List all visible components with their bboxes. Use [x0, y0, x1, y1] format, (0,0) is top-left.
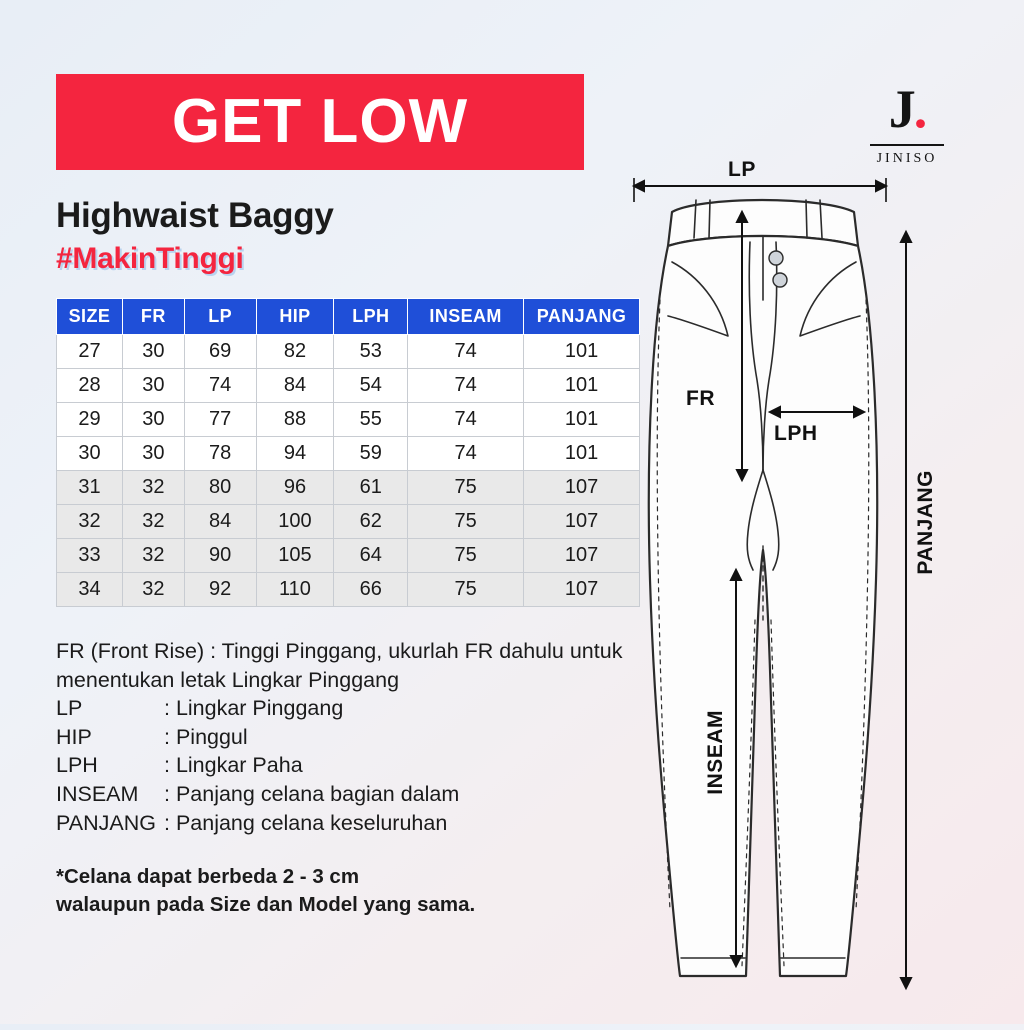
column-header-hip: HIP [256, 299, 334, 335]
cell-inseam: 74 [408, 403, 524, 437]
column-header-fr: FR [122, 299, 184, 335]
cell-fr: 32 [122, 505, 184, 539]
cell-lph: 55 [334, 403, 408, 437]
cell-inseam: 75 [408, 505, 524, 539]
left-column [56, 74, 656, 919]
legend-value-lph: : Lingkar Paha [164, 753, 303, 778]
cell-panjang: 107 [524, 539, 640, 573]
banner-title: GET LOW [171, 87, 469, 156]
column-header-lph: LPH [334, 299, 408, 335]
cell-fr: 30 [122, 437, 184, 471]
legend-key-lph: LPH [56, 753, 98, 778]
legend-item-hip [56, 723, 656, 752]
logo-wordmark: JINISO [876, 151, 938, 166]
logo-divider [870, 144, 944, 146]
cell-lp: 78 [184, 437, 256, 471]
legend-key-lp: LP [56, 696, 83, 721]
legend-value-lp: : Lingkar Pinggang [164, 696, 344, 721]
cell-hip: 88 [256, 403, 334, 437]
logo-mark [852, 79, 962, 139]
cell-inseam: 74 [408, 335, 524, 369]
cell-inseam: 75 [408, 539, 524, 573]
cell-inseam: 75 [408, 471, 524, 505]
cell-lp: 90 [184, 539, 256, 573]
cell-fr: 32 [122, 573, 184, 607]
legend-item-lph [56, 751, 656, 780]
logo-letter: J [888, 79, 914, 139]
cell-hip: 96 [256, 471, 334, 505]
column-header-panjang: PANJANG [524, 299, 640, 335]
cell-size: 29 [57, 403, 123, 437]
cell-lp: 92 [184, 573, 256, 607]
cell-hip: 100 [256, 505, 334, 539]
cell-panjang: 101 [524, 369, 640, 403]
legend-block [56, 637, 656, 837]
label-fr: FR [686, 387, 715, 410]
table-header-row [57, 299, 640, 335]
cell-lph: 64 [334, 539, 408, 573]
legend-key-panjang: PANJANG [56, 810, 156, 835]
label-lp: LP [728, 158, 756, 181]
table-row [57, 369, 640, 403]
table-row [57, 539, 640, 573]
cell-inseam: 74 [408, 369, 524, 403]
table-row [57, 403, 640, 437]
cell-size: 31 [57, 471, 123, 505]
cell-hip: 105 [256, 539, 334, 573]
jeans-technical-drawing [624, 150, 1024, 1030]
legend-value-inseam: : Panjang celana bagian dalam [164, 781, 460, 806]
legend-item-lp [56, 694, 656, 723]
cell-size: 34 [57, 573, 123, 607]
get-low-banner [56, 74, 584, 170]
cell-panjang: 101 [524, 403, 640, 437]
page-subtitle: Highwaist Baggy [56, 196, 334, 235]
legend-item-panjang [56, 809, 656, 838]
disclaimer-note [56, 863, 656, 918]
cell-lp: 77 [184, 403, 256, 437]
cell-lph: 54 [334, 369, 408, 403]
cell-hip: 94 [256, 437, 334, 471]
cell-lp: 69 [184, 335, 256, 369]
cell-panjang: 107 [524, 505, 640, 539]
cell-lph: 62 [334, 505, 408, 539]
column-header-size: SIZE [57, 299, 123, 335]
note-line-2: walaupun pada Size dan Model yang sama. [56, 892, 476, 916]
cell-fr: 30 [122, 335, 184, 369]
label-inseam: INSEAM [704, 710, 727, 795]
legend-fr: FR (Front Rise) : Tinggi Pinggang, ukurlah FR dahulu untuk menentukan letak Lingkar Pinggang [56, 639, 623, 692]
logo-dot: . [913, 79, 926, 139]
cell-fr: 30 [122, 369, 184, 403]
cell-lph: 53 [334, 335, 408, 369]
legend-key-hip: HIP [56, 724, 92, 749]
table-row [57, 471, 640, 505]
column-header-inseam: INSEAM [408, 299, 524, 335]
cell-hip: 110 [256, 573, 334, 607]
cell-lph: 66 [334, 573, 408, 607]
column-header-lp: LP [184, 299, 256, 335]
cell-size: 30 [57, 437, 123, 471]
page-hashtag: #MakinTinggi [56, 242, 244, 275]
table-row [57, 505, 640, 539]
cell-inseam: 75 [408, 573, 524, 607]
cell-panjang: 107 [524, 471, 640, 505]
cell-size: 32 [57, 505, 123, 539]
label-panjang: PANJANG [914, 470, 937, 575]
cell-lp: 80 [184, 471, 256, 505]
table-row [57, 573, 640, 607]
legend-item-inseam [56, 780, 656, 809]
cell-fr: 32 [122, 539, 184, 573]
note-line-1: *Celana dapat berbeda 2 - 3 cm [56, 865, 360, 889]
cell-fr: 30 [122, 403, 184, 437]
cell-lp: 84 [184, 505, 256, 539]
cell-size: 28 [57, 369, 123, 403]
table-row [57, 437, 640, 471]
cell-size: 33 [57, 539, 123, 573]
cell-hip: 84 [256, 369, 334, 403]
cell-panjang: 101 [524, 437, 640, 471]
measurement-diagram [624, 150, 1024, 1030]
cell-inseam: 74 [408, 437, 524, 471]
cell-lph: 61 [334, 471, 408, 505]
cell-fr: 32 [122, 471, 184, 505]
size-chart-table [56, 298, 640, 607]
cell-lph: 59 [334, 437, 408, 471]
cell-size: 27 [57, 335, 123, 369]
cell-panjang: 107 [524, 573, 640, 607]
cell-lp: 74 [184, 369, 256, 403]
cell-panjang: 101 [524, 335, 640, 369]
legend-value-panjang: : Panjang celana keseluruhan [164, 810, 448, 835]
legend-key-inseam: INSEAM [56, 781, 139, 806]
legend-value-hip: : Pinggul [164, 724, 248, 749]
table-row [57, 335, 640, 369]
label-lph: LPH [774, 422, 818, 445]
cell-hip: 82 [256, 335, 334, 369]
